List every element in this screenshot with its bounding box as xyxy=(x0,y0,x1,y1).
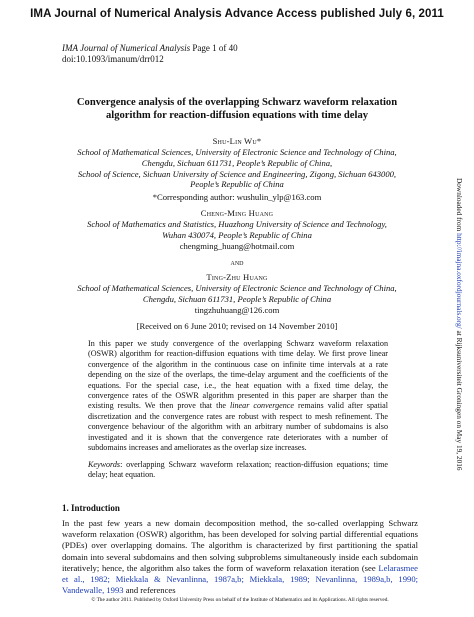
received-text: [Received on 6 June 2010; revised on 14 November 2010] xyxy=(136,321,338,331)
abstract-text-2: remains valid after spatial discretization and the convergence rates are robust with respect to mesh refinement. The convergence behaviour of the algorithm with an arbitrary number of subdomains is also investigated and it is shown that the convergence rate deteriorates with a number of subdomains increases and ameliorates as the overlap size increases. xyxy=(88,401,388,453)
author-1-email: *Corresponding author: wushulin_ylp@163.com xyxy=(152,192,322,202)
author-1-affiliation xyxy=(40,147,434,190)
journal-name: IMA Journal of Numerical Analysis xyxy=(62,43,191,53)
abstract xyxy=(88,339,388,453)
affiliation-line: School of Mathematical Sciences, University of Electronic Science and Technology of China, xyxy=(77,147,397,157)
intro-text-1: In the past few years a new domain decomposition method, the so-called overlapping Schwarz waveform relaxation (OSWR) algorithm, has been developed for solving partial differential equations (PDEs) over overlapping domains. The algorithm is characterized by first partitioning the spatial domain into several subdomains and then solving subproblems simultaneously inside each subdomain iteratively; hence, the algorithm also takes the form of waveform relaxation iteration (see xyxy=(62,518,418,573)
author-3-email: tingzhuhuang@126.com xyxy=(194,305,280,315)
affiliation-line: Chengdu, Sichuan 611731, People’s Republic of China xyxy=(142,293,332,304)
download-watermark xyxy=(455,178,464,471)
download-link[interactable]: http://imajna.oxfordjournals.org/ xyxy=(455,233,464,329)
author-1-name: Shu-Lin Wu* xyxy=(212,136,262,146)
journal-info xyxy=(62,43,238,65)
section-heading: 1. Introduction xyxy=(62,503,120,513)
affiliation-line: People’s Republic of China xyxy=(190,179,284,190)
author-2-name: Cheng-Ming Huang xyxy=(200,208,274,218)
page-count: Page 1 of 40 xyxy=(192,43,238,53)
copyright-footer: © The author 2011. Published by Oxford University Press on behalf of the Institute of Mathematics and its Applications. All rights reserved. xyxy=(91,597,389,603)
download-prefix: Downloaded from xyxy=(455,178,464,234)
title-line-2: algorithm for reaction-diffusion equations with time delay xyxy=(105,110,369,121)
and-separator: and xyxy=(230,257,244,267)
received-dates xyxy=(40,321,434,332)
paper-title xyxy=(60,96,414,122)
keywords-label: Keywords xyxy=(88,460,121,469)
intro-text-2: and references xyxy=(123,585,176,596)
author-2-affiliation xyxy=(40,219,434,241)
download-suffix: at Rijksuniversiteit Groningen on May 19, 2016 xyxy=(455,328,464,471)
introduction-text xyxy=(62,518,418,596)
abstract-emphasis: linear convergence xyxy=(230,401,294,411)
advance-access-banner: IMA Journal of Numerical Analysis Advance Access published July 6, 2011 xyxy=(30,8,444,20)
affiliation-line: Chengdu, Sichuan 611731, People’s Republic of China, xyxy=(141,157,333,168)
author-2-email: chengming_huang@hotmail.com xyxy=(179,241,295,251)
abstract-text-1: In this paper we study convergence of the overlapping Schwarz waveform relaxation (OSWR) algorithm for reaction-diffusion equations with time delay. We first prove linear convergence of the algorithm in the continuous case on infinite time intervals at a rate depending on the size of the overlaps, the time-delay argument and the coefficients of the equations. For the special case, i.e., the heat equation with a fixed time delay, the convergence rates of the OSWR algorithm presented in this paper are sharper than the existing results. We then prove that the xyxy=(88,339,388,411)
author-3-affiliation xyxy=(40,283,434,305)
affiliation-line: School of Mathematics and Statistics, Huazhong University of Science and Technology, xyxy=(87,219,387,229)
keywords-text: : overlapping Schwarz waveform relaxation; reaction-diffusion equations; time delay; heat equation. xyxy=(88,460,388,480)
author-3-name: Ting-Zhu Huang xyxy=(206,272,268,282)
citation-links[interactable]: Lelarasmee et al., 1982; Miekkala & Nevanlinna, 1987a,b; Miekkala, 1989; Nevanlinna, 1989a,b, 1990; Vandewalle, 1993 xyxy=(62,562,418,596)
affiliation-line: School of Science, Sichuan University of Science and Engineering, Zigong, Sichuan 643000, xyxy=(77,168,397,179)
title-line-1: Convergence analysis of the overlapping Schwarz waveform relaxation xyxy=(76,97,398,108)
doi: doi:10.1093/imanum/drr012 xyxy=(62,54,164,64)
affiliation-line: Wuhan 430074, People’s Republic of China xyxy=(162,229,312,240)
affiliation-line: School of Mathematical Sciences, University of Electronic Science and Technology of China, xyxy=(77,283,397,293)
keywords xyxy=(88,460,388,481)
